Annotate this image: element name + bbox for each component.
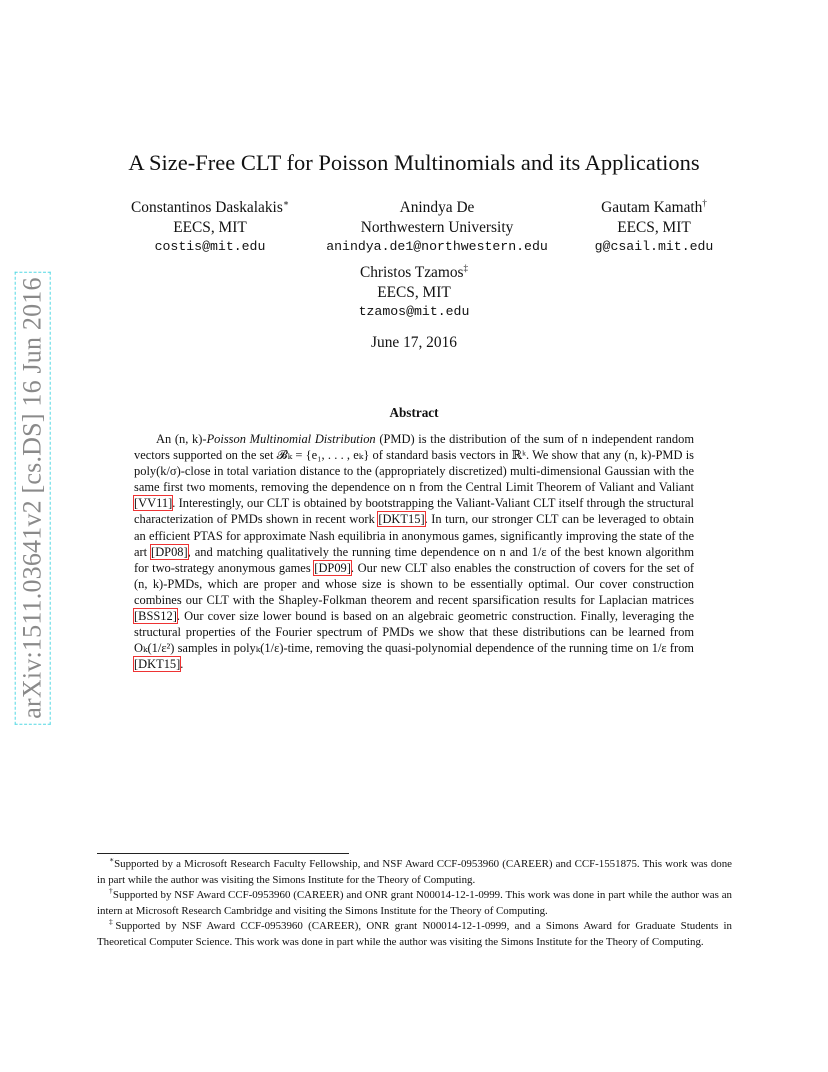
footnote-text: Supported by NSF Award CCF-0953960 (CAREER) and ONR grant N00014-12-1-0999. This work was done in part while the author was an intern at Microsoft Research Cambridge and visiting the Simons Institute for the Theory of Computing. <box>97 889 733 917</box>
author-affiliation: EECS, MIT <box>173 218 247 236</box>
author-email[interactable]: tzamos@mit.edu <box>358 304 470 319</box>
author-block <box>104 198 316 257</box>
footnote-text: Supported by a Microsoft Research Faculty Fellowship, and NSF Award CCF-0953960 (CAREER) and CCF-1551875. This work was done in part while the author was visiting the Simons Institute for the Theory of Computing. <box>97 858 732 886</box>
footnote <box>97 857 732 888</box>
abstract-text: (PMD) is the distribution of the sum of n independent random vectors supported on the set 𝓑ₖ = {e₁, . . . , eₖ} of standard basis vectors in ℝᵏ. We show that any (n, k)-PMD is poly(k/σ)-close in total variation distance to the (appropriately discretized) multi-dimensional Gaussian with the same first two moments, removing the dependence on n from the Central Limit Theorem of Valiant and Valiant <box>134 432 694 495</box>
arxiv-stamp-text[interactable]: arXiv:1511.03641v2 [cs.DS] 16 Jun 2016 <box>18 274 48 721</box>
abstract-term: Poisson Multinomial Distribution <box>206 432 376 446</box>
footnote <box>97 919 732 950</box>
author-name: Anindya De <box>399 199 475 216</box>
author-block <box>574 198 734 257</box>
citation-link[interactable]: [DP09] <box>314 560 351 575</box>
citation-link[interactable]: [DKT15] <box>134 657 181 672</box>
author-email[interactable]: costis@mit.edu <box>154 239 266 254</box>
footnote <box>97 888 732 919</box>
author-name: Christos Tzamos <box>359 264 464 281</box>
author-name: Gautam Kamath <box>601 199 703 216</box>
abstract-text: , and matching qualitatively the running time dependence on n and 1/ε of the best known algorithm for two-strategy anonymous games <box>134 544 694 575</box>
citation-link[interactable]: [VV11] <box>134 496 173 511</box>
author-email[interactable]: anindya.de1@northwestern.edu <box>326 239 548 254</box>
footnote-text: Supported by NSF Award CCF-0953960 (CAREER), ONR grant N00014-12-1-0999, and a Simons Award for Graduate Students in Theoretical Computer Science. This work was done in part while the author was visiting the Simons Institute for the Theory of Computing. <box>97 920 733 948</box>
author-block <box>314 263 514 322</box>
abstract-text: An (n, k)- <box>156 432 207 446</box>
author-affiliation: EECS, MIT <box>617 218 691 236</box>
footnote-mark: † <box>109 886 113 896</box>
abstract-text: . Our cover size lower bound is based on an algebraic geometric construction. Finally, leveraging the structural properties of the Fourier spectrum of PMDs we show that these distributions can be learned from Oₖ(1/ε²) samples in polyₖ(1/ε)-time, removing the quasi-polynomial dependence of the running time on 1/ε from <box>134 609 694 656</box>
paper-title: A Size-Free CLT for Poisson Multinomials and its Applications <box>128 150 700 175</box>
arxiv-stamp[interactable] <box>12 262 54 734</box>
abstract-body <box>134 431 694 672</box>
footnote-mark: ∗ <box>282 198 289 208</box>
author-affiliation: Northwestern University <box>360 218 514 236</box>
footnote-mark: ‡ <box>463 263 469 273</box>
footnote-mark: ∗ <box>109 855 115 864</box>
footnote-divider <box>97 853 349 854</box>
author-block <box>312 198 562 257</box>
footnotes <box>97 857 732 951</box>
abstract-text: . Interestingly, our CLT is obtained by bootstrapping the Valiant-Valiant CLT itself through the structural characterization of PMDs shown in recent work <box>134 496 694 527</box>
footnote-mark: † <box>702 198 707 208</box>
citation-link[interactable]: [DKT15] <box>378 512 425 527</box>
abstract-text: . <box>180 657 184 672</box>
abstract-heading: Abstract <box>389 405 439 420</box>
author-name: Constantinos Daskalakis <box>131 199 283 216</box>
abstract-text: . Our new CLT also enables the construction of covers for the set of (n, k)-PMDs, which are proper and whose size is shown to be essentially optimal. Our cover construction combines our CLT with the Shapley-Folkman theorem and recent sparsification results for Laplacian matrices <box>134 560 695 607</box>
author-email[interactable]: g@csail.mit.edu <box>594 239 714 254</box>
abstract-text: . In turn, our stronger CLT can be leveraged to obtain an efficient PTAS for approximate Nash equilibria in anonymous games, significantly improving the state of the art <box>134 512 694 559</box>
citation-link[interactable]: [DP08] <box>151 544 188 559</box>
citation-link[interactable]: [BSS12] <box>134 609 177 624</box>
paper-date: June 17, 2016 <box>371 334 457 351</box>
author-affiliation: EECS, MIT <box>377 283 451 301</box>
footnote-mark: ‡ <box>109 917 116 927</box>
